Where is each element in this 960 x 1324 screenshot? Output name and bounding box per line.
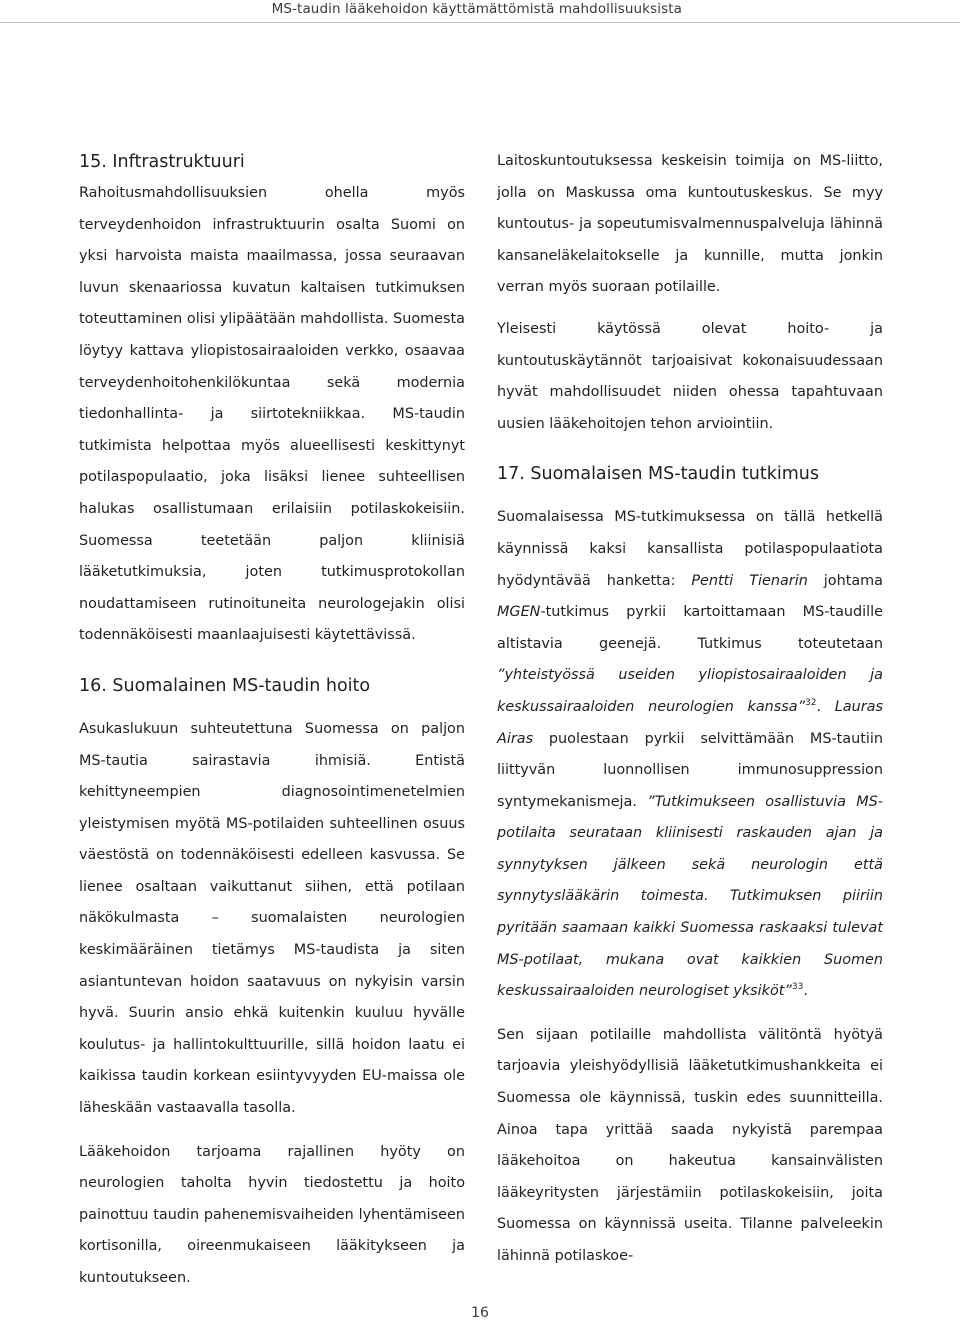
text-run: -tutkimus pyrkii kartoittamaan MS-taudille altistavia geenejä. Tutkimus toteutetaan: [497, 604, 883, 652]
project-name: MGEN: [497, 604, 541, 621]
section-15-paragraph: Rahoitusmahdollisuuksien ohella myös terveydenhoidon infrastruktuurin osalta Suomi on yksi harvoista maista maailmassa, jossa seuraavan luvun skenaariossa kuvatun kaltaisen tutkimuksen toteuttaminen olisi ylipäätään mahdollista. Suomesta löytyy kattava yliopistosairaaloiden verkko, osaavaa terveydenhoitohenkilökuntaa sekä modernia tiedonhallinta- ja siirtotekniikkaa. MS-taudin tutkimista helpottaa myös alueellisesti keskittynyt potilaspopulaatio, joka lisäksi lienee suhteellisen halukas osallistumaan erilaisiin potilaskokeisiin. Suomessa teetetään paljon kliinisiä lääketutkimuksia, joten tutkimusprotokollan noudattamiseen rutinoituneita neurologejakin olisi todennäköisesti maanlaajuisesti käytettävissä.: [79, 185, 465, 644]
quotation: ”yhteistyössä useiden yliopistosairaaloiden ja keskussairaaloiden neurologien kanssa”: [497, 667, 883, 715]
left-column: [79, 146, 465, 1295]
right-column: [497, 146, 883, 1273]
section-heading-16: 16. Suomalainen MS-taudin hoito: [79, 675, 371, 696]
section-heading-15: 15. Inftrastruktuuri: [79, 152, 245, 172]
text-run: puolestaan pyrkii selvittämään MS-tautiin liittyvän luonnollisen immunosuppression syntymekanismeja.: [497, 730, 883, 810]
text-run: johtama: [807, 572, 883, 589]
section-17-paragraph-1: [497, 502, 883, 1008]
section-16-paragraph-1: Asukaslukuun suhteutettuna Suomessa on paljon MS-tautia sairastavia ihmisiä. Entistä kehittyneempien diagnosointimenetelmien yleistymisen myötä MS-potilaiden suhteellinen osuus väestöstä on todennäköisesti edelleen kasvussa. Se lienee osaltaan vaikuttanut siihen, että potilaan näkökulmasta – suomalaisten neurologien keskimääräinen tietämys MS-taudista ja siten asiantuntevan hoidon saatavuus on nykyisin varsin hyvä. Suurin ansio ehkä kuitenkin kuuluu hyvälle koulutus- ja hallintokulttuurille, sillä hoidon laatu ei kaikissa taudin korkean esiintyvyyden EU-maissa ole läheskään vastaavalla tasolla.: [79, 720, 465, 1117]
text-run: .: [816, 698, 835, 715]
page-number: 16: [471, 1305, 489, 1321]
person-name: Lauras Airas: [497, 698, 883, 747]
running-header: [0, 0, 960, 23]
section-16-paragraph-3: Laitoskuntoutuksessa keskeisin toimija on MS-liitto, jolla on Maskussa oma kuntoutuskeskus. Se myy kuntoutus- ja sopeutumisvalmennuspalveluja lähinnä kansaneläkelaitokselle ja kunnille, mutta jonkin verran myös suoraan potilaille.: [497, 153, 883, 296]
section-heading-17: 17. Suomalaisen MS-taudin tutkimus: [497, 464, 819, 485]
section-17-paragraph-2: Sen sijaan potilaille mahdollista välitöntä hyötyä tarjoavia yleishyödyllisiä lääketutkimushankkeita ei Suomessa ole käynnissä, tuskin edes suunnitteilla. Ainoa tapa yrittää saada nykyistä parempaa lääkehoitoa on hakeutua kansainvälisten lääkeyritysten järjestämiin potilaskokeisiin, joita Suomessa on käynnissä useita. Tilanne palveleekin lähinnä potilaskoe-: [497, 1026, 883, 1264]
section-16-paragraph-2: Lääkehoidon tarjoama rajallinen hyöty on neurologien taholta hyvin tiedostettu ja hoito painottuu taudin pahenemisvaiheiden lyhentämiseen kortisonilla, oireenmukaiseen lääkitykseen ja kuntoutukseen.: [79, 1143, 465, 1286]
text-run: Suomalaisessa MS-tutkimuksessa on tällä hetkellä käynnissä kaksi kansallista potilaspopulaatiota hyödyntävää hanketta:: [497, 509, 883, 589]
person-name: Pentti Tienarin: [691, 572, 808, 589]
text-run: .: [803, 983, 808, 1000]
footnote-ref-33: 33: [791, 982, 804, 993]
footnote-ref-32: 32: [805, 698, 817, 709]
header-title: MS-taudin lääkehoidon käyttämättömistä mahdollisuuksista: [271, 1, 682, 17]
quotation: ”Tutkimukseen osallistuvia MS-potilaita seurataan kliinisesti raskauden ajan ja synnytyksen jälkeen sekä neurologin että synnytyslääkärin toimesta. Tutkimuksen piiriin pyritään saamaan kaikki Suomessa raskaaksi tulevat MS-potilaat, mukana ovat kaikkien Suomen keskussairaaloiden neurologiset yksiköt”: [497, 793, 883, 1000]
section-16-paragraph-4: Yleisesti käytössä olevat hoito- ja kuntoutuskäytännöt tarjoaisivat kokonaisuudessaan hyvät mahdollisuudet niiden ohessa tapahtuvaan uusien lääkehoitojen tehon arviointiin.: [497, 320, 883, 432]
